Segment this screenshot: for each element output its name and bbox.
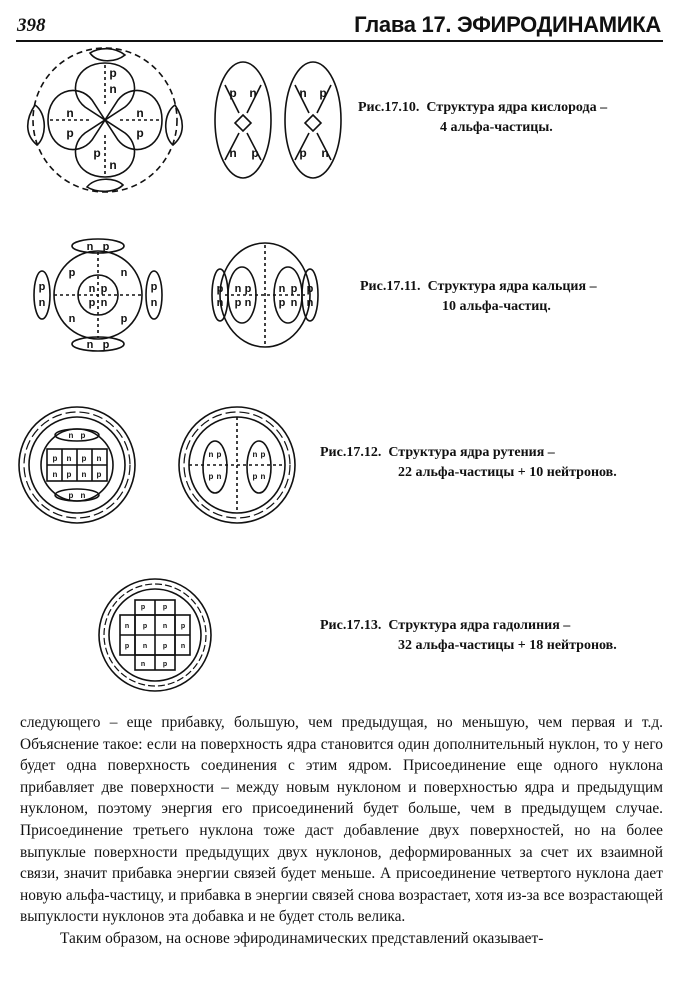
figure-number: Рис.17.13.	[320, 618, 382, 633]
svg-text:p: p	[290, 283, 298, 295]
svg-text:n: n	[52, 470, 58, 479]
svg-text:n: n	[252, 450, 258, 459]
svg-text:p: p	[38, 281, 46, 293]
svg-text:n: n	[124, 623, 130, 630]
figure-number: Рис.17.12.	[320, 445, 382, 460]
page-number: 398	[17, 15, 46, 36]
svg-text:p: p	[120, 313, 128, 325]
caption-line1: Структура ядра кислорода –	[426, 100, 608, 115]
svg-text:p: p	[319, 86, 327, 100]
svg-text:p: p	[102, 241, 110, 253]
svg-text:p: p	[150, 281, 158, 293]
svg-text:n: n	[321, 146, 329, 160]
body-paragraph-2: Таким образом, на основе эфиродинамических представлений оказывает-	[60, 929, 544, 947]
svg-text:n: n	[162, 623, 168, 630]
figure-17-12-ruthenium-diagram	[17, 405, 302, 525]
svg-text:p: p	[252, 472, 258, 481]
caption-line2: 10 альфа-частиц.	[442, 299, 551, 314]
svg-text:n: n	[86, 339, 94, 351]
svg-text:p: p	[244, 283, 252, 295]
svg-text:n: n	[38, 297, 46, 309]
svg-text:p: p	[251, 146, 259, 160]
svg-text:n: n	[88, 283, 96, 295]
svg-text:n: n	[306, 297, 314, 309]
svg-text:n: n	[80, 491, 86, 500]
svg-text:n: n	[86, 241, 94, 253]
svg-text:n: n	[100, 297, 108, 309]
svg-text:n: n	[216, 472, 222, 481]
svg-text:p: p	[80, 431, 86, 440]
caption-line1: Структура ядра рутения –	[388, 445, 555, 460]
figure-17-11-calcium-diagram	[20, 240, 340, 350]
svg-text:p: p	[93, 146, 101, 160]
svg-text:p: p	[109, 66, 117, 80]
svg-text:n: n	[136, 106, 144, 120]
figure-17-10-caption	[358, 98, 607, 138]
svg-text:n: n	[229, 146, 237, 160]
svg-text:n: n	[68, 313, 76, 325]
svg-text:p: p	[136, 126, 144, 140]
figure-number: Рис.17.10.	[358, 100, 420, 115]
svg-text:p: p	[52, 454, 58, 463]
svg-text:p: p	[102, 339, 110, 351]
svg-text:n: n	[66, 106, 74, 120]
svg-text:p: p	[208, 472, 214, 481]
svg-text:n: n	[109, 82, 117, 96]
svg-text:n: n	[249, 86, 257, 100]
svg-text:p: p	[234, 297, 242, 309]
svg-text:p: p	[162, 604, 168, 611]
svg-text:p: p	[216, 450, 222, 459]
svg-text:p: p	[278, 297, 286, 309]
svg-text:n: n	[234, 283, 242, 295]
svg-text:p: p	[299, 146, 307, 160]
svg-text:n: n	[68, 431, 74, 440]
svg-text:p: p	[88, 297, 96, 309]
figure-17-10-oxygen-diagram	[15, 45, 345, 195]
svg-text:p: p	[68, 267, 76, 279]
svg-text:p: p	[260, 450, 266, 459]
svg-text:n: n	[216, 297, 224, 309]
body-text	[20, 712, 663, 950]
chapter-title: Глава 17. ЭФИРОДИНАМИКА	[354, 12, 661, 37]
svg-text:n: n	[96, 454, 102, 463]
svg-text:p: p	[216, 283, 224, 295]
caption-line2: 4 альфа-частицы.	[440, 120, 553, 135]
svg-text:p: p	[81, 454, 87, 463]
svg-text:n: n	[142, 643, 148, 650]
caption-line2: 22 альфа-частицы + 10 нейтронов.	[398, 465, 617, 480]
svg-text:n: n	[244, 297, 252, 309]
svg-text:n: n	[150, 297, 158, 309]
svg-text:p: p	[229, 86, 237, 100]
caption-line1: Структура ядра гадолиния –	[388, 618, 571, 633]
figure-17-13-gadolinium-diagram	[95, 578, 215, 693]
caption-line1: Структура ядра кальция –	[427, 279, 597, 294]
svg-text:n: n	[66, 454, 72, 463]
svg-text:n: n	[120, 267, 128, 279]
svg-text:p: p	[124, 643, 130, 650]
svg-text:p: p	[140, 604, 146, 611]
svg-text:n: n	[109, 158, 117, 172]
svg-text:p: p	[96, 470, 102, 479]
header-rule	[16, 40, 663, 42]
svg-text:n: n	[290, 297, 298, 309]
svg-text:p: p	[142, 623, 148, 630]
figure-number: Рис.17.11.	[360, 279, 421, 294]
figure-17-12-caption	[320, 443, 617, 483]
svg-text:p: p	[66, 470, 72, 479]
svg-text:n: n	[260, 472, 266, 481]
svg-text:n: n	[299, 86, 307, 100]
figure-17-13-caption	[320, 616, 617, 656]
svg-text:p: p	[180, 623, 186, 630]
figure-17-11-caption	[360, 277, 597, 317]
svg-text:n: n	[180, 643, 186, 650]
svg-text:n: n	[81, 470, 87, 479]
svg-text:n: n	[278, 283, 286, 295]
svg-text:n: n	[140, 661, 146, 668]
svg-text:n: n	[208, 450, 214, 459]
caption-line2: 32 альфа-частицы + 18 нейтронов.	[398, 638, 617, 653]
svg-text:p: p	[162, 661, 168, 668]
svg-text:p: p	[306, 283, 314, 295]
svg-text:p: p	[100, 283, 108, 295]
svg-text:p: p	[66, 126, 74, 140]
svg-text:p: p	[68, 491, 74, 500]
svg-text:p: p	[162, 643, 168, 650]
body-paragraph-1: следующего – еще прибавку, большую, чем предыдущая, но меньшую, чем первая и т.д. Объяснение такое: если на поверхность ядра становится один дополнительный нуклон, то у него будет одна поверхность соединения с этим ядром. Присоединение еще одного нуклона прибавляет две поверхности – между новым нуклоном и поверхностью ядра и предыдущим нуклоном, поэтому энергия его присоединений будет больше, чем в предыдущем случае. Присоединение третьего нуклона тоже даст добавление двух поверхностей, но на более выпуклые поверхности предыдущих двух нуклонов, деформированных за счет их взаимной связи, значит прибавка энергии связей будет меньше. А присоединение четвертого нуклона дает новую альфа-частицу, и прибавка в энергии связей снова возрастает, хотя из-за все возрастающей выпуклости нуклонов эта добавка и не будет столь велика.	[20, 714, 663, 926]
